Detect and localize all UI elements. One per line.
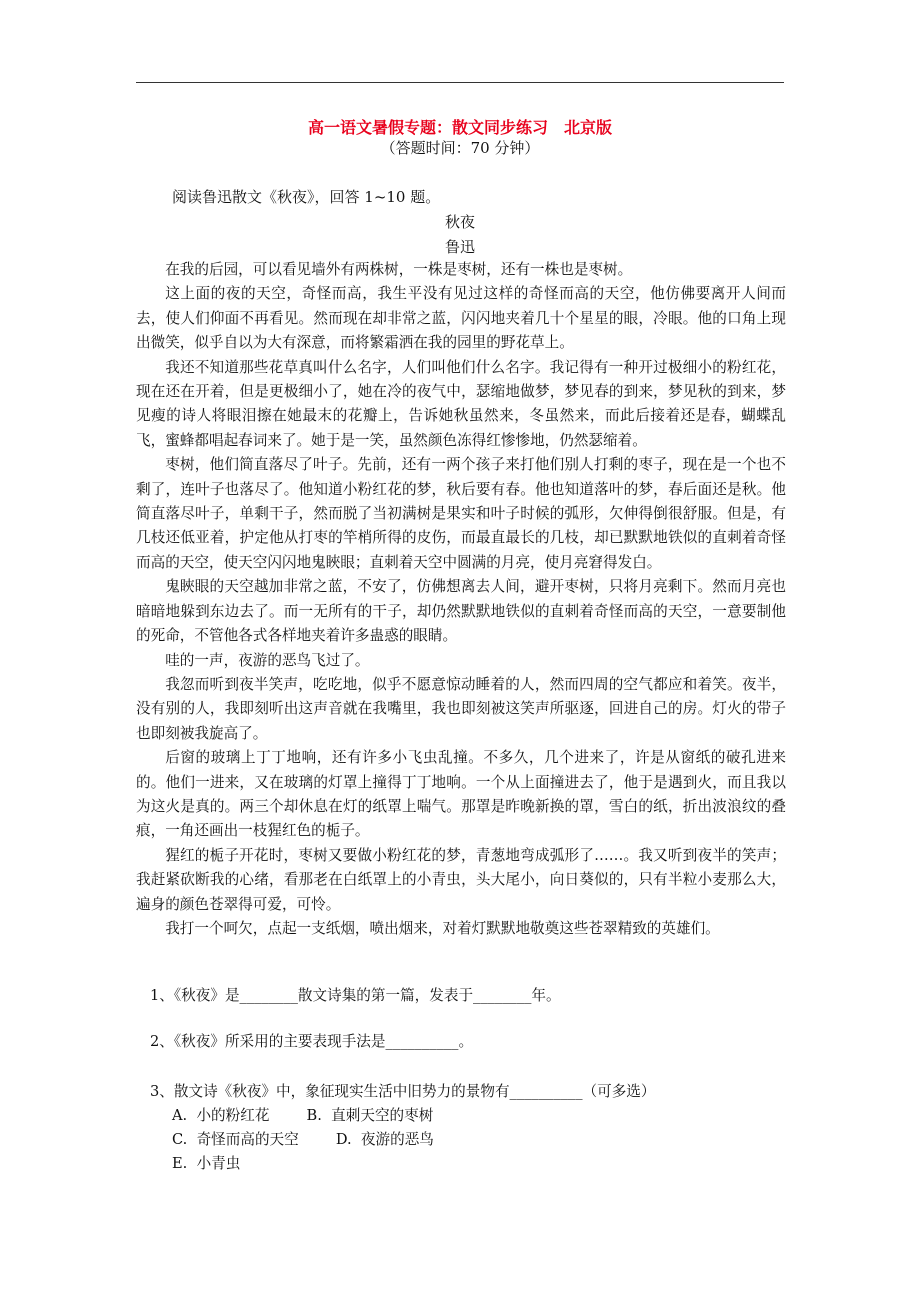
reading-instruction: 阅读鲁迅散文《秋夜》，回答 1~10 题。 <box>172 188 441 206</box>
paragraph: 在我的后园，可以看见墙外有两株树，一株是枣树，还有一株也是枣树。 <box>165 261 633 278</box>
paragraph: 哇的一声，夜游的恶鸟飞过了。 <box>165 651 370 669</box>
header-rule <box>136 82 784 83</box>
passage-author: 鲁迅 <box>444 238 475 256</box>
question-3-option-row: C. 奇怪而高的天空 D. 夜游的恶鸟 <box>172 1131 434 1148</box>
paragraph: 后窗的玻璃上丁丁地响，还有许多小飞虫乱撞。不多久，几个进来了，许是从窗纸的破孔进来的。他们一进来，又在玻璃的灯罩上撞得丁丁地响。一个从上面撞进去了，他于是遇到火，而且我以为这火是真的。两三个却休息在灯的纸罩上喘气。那罩是昨晚新换的罩，雪白的纸，折出波浪纹的叠痕，一角还画出一枝猩红色的栀子。 <box>136 749 786 840</box>
paragraph: 枣树，他们简直落尽了叶子。先前，还有一两个孩子来打他们别人打剩的枣子，现在是一个也不剩了，连叶子也落尽了。他知道小粉红花的梦，秋后要有春。他也知道落叶的梦，春后面还是秋。他简直落尽叶子，单剩干子，然而脱了当初满树是果实和叶子时候的弧形，欠伸得倒很舒服。但是，有几枝还低亚着，护定他从打枣的竿梢所得的皮伤，而最直最长的几枝，却已默默地铁似的直刺着奇怪而高的天空，使天空闪闪地鬼䀹眼；直刺着天空中圆满的月亮，使月亮窘得发白。 <box>136 456 786 571</box>
paragraph: 我还不知道那些花草真叫什么名字，人们叫他们什么名字。我记得有一种开过极细小的粉红花，现在还在开着，但是更极细小了，她在冷的夜气中，瑟缩地做梦，梦见春的到来，梦见秋的到来，梦见瘦的诗人将眼泪擦在她最末的花瓣上，告诉她秋虽然来，冬虽然来，而此后接着还是春，蝴蝶乱飞，蜜蜂都唱起春词来了。她于是一笑，虽然颜色冻得红惨惨地，仍然瑟缩着。 <box>136 358 786 449</box>
paragraph: 这上面的夜的天空，奇怪而高，我生平没有见过这样的奇怪而高的天空，他仿佛要离开人间而去，使人们仰面不再看见。然而现在却非常之蓝，闪闪地夹着几十个星星的眼，冷眼。他的口角上现出微笑，似乎自以为大有深意，而将繁霜洒在我的园里的野花草上。 <box>136 285 786 352</box>
question-3-option-row: E. 小青虫 <box>172 1155 241 1172</box>
question-2: 2、《秋夜》所采用的主要表现手法是__________。 <box>150 1033 474 1050</box>
paragraph: 我打一个呵欠，点起一支纸烟，喷出烟来，对着灯默默地敬奠这些苍翠精致的英雄们。 <box>165 919 720 937</box>
paragraph: 鬼䀹眼的天空越加非常之蓝，不安了，仿佛想离去人间，避开枣树，只将月亮剩下。然而月亮也暗暗地躲到东边去了。而一无所有的干子，却仍然默默地铁似的直刺着奇怪而高的天空，一意要制他的死命，不管他各式各样地夹着许多蛊惑的眼睛。 <box>136 578 786 645</box>
question-1: 1、《秋夜》是________散文诗集的第一篇，发表于________年。 <box>150 987 561 1004</box>
question-3: 3、散文诗《秋夜》中，象征现实生活中旧势力的景物有__________（可多选） <box>150 1083 656 1100</box>
passage-body <box>136 258 786 941</box>
passage-title: 秋夜 <box>444 213 475 231</box>
paragraph: 猩红的栀子开花时，枣树又要做小粉红花的梦，青葱地弯成弧形了……。我又听到夜半的笑声；我赶紧砍断我的心绪，看那老在白纸罩上的小青虫，头大尾小，向日葵似的，只有半粒小麦那么大，遍身的颜色苍翠得可爱，可怜。 <box>136 846 786 913</box>
paragraph: 我忽而听到夜半笑声，吃吃地，似乎不愿意惊动睡着的人，然而四周的空气都应和着笑。夜半，没有别的人，我即刻听出这声音就在我嘴里，我也即刻被这笑声所驱逐，回进自己的房。灯火的带子也即刻被我旋高了。 <box>136 675 786 742</box>
time-limit: （答题时间：70 分钟） <box>380 139 540 157</box>
question-3-option-row: A. 小的粉红花 B. 直刺天空的枣树 <box>172 1107 434 1124</box>
page-title: 高一语文暑假专题：散文同步练习 北京版 <box>307 118 612 137</box>
